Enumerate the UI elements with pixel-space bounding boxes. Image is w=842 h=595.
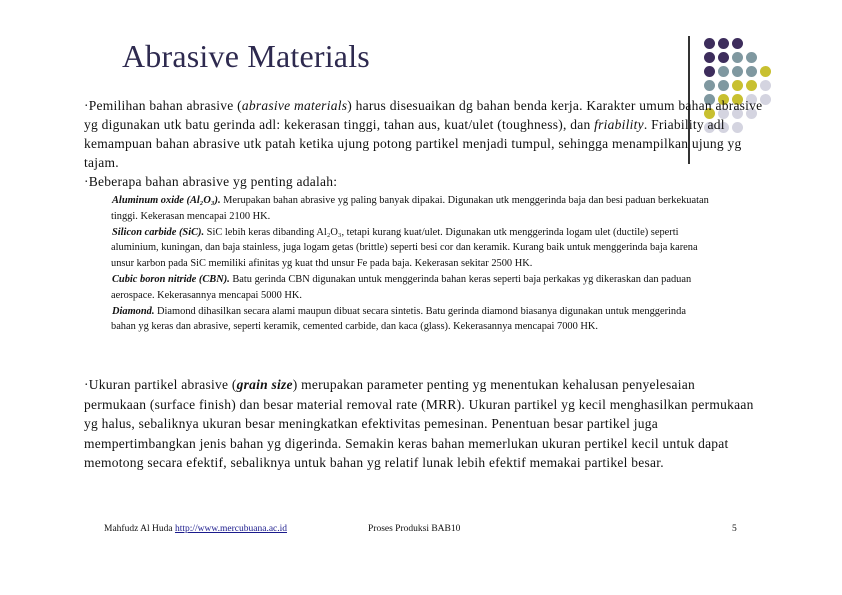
dot-purple	[718, 38, 729, 49]
dot-purple	[718, 52, 729, 63]
list-item	[111, 272, 711, 304]
dot-teal	[718, 66, 729, 77]
list-item	[111, 225, 711, 272]
dot-yellow	[746, 80, 757, 91]
material-name: Silicon carbide (SiC).	[112, 226, 205, 238]
dot-teal	[746, 66, 757, 77]
dot-purple	[732, 38, 743, 49]
dot-purple	[704, 52, 715, 63]
footer-course: Proses Produksi BAB10	[368, 524, 461, 534]
dot-teal	[718, 80, 729, 91]
intro-lead: Pemilihan bahan abrasive (	[88, 98, 242, 113]
list-item	[111, 193, 711, 225]
dot-purple	[704, 38, 715, 49]
grain-size-paragraph	[84, 375, 754, 473]
material-text: SiC lebih keras dibanding Al₂O₃, tetapi kurang kuat/ulet. Digunakan utk menggerinda logam ulet (ductile) seperti aluminium, kuningan, dan baja stainless, juga logam getas (brittle) seperti besi cor dan keramik. Kurang baik untuk menggerinda baja karena unsur karbon pada SiC memiliki afinitas yg kuat thd unsur Fe pada baja. Kekerasan sekitar 2500 HK.	[111, 226, 698, 270]
dot-teal	[704, 80, 715, 91]
material-name: Cubic boron nitride (CBN).	[112, 273, 230, 285]
dot-light	[760, 80, 771, 91]
material-name: Diamond.	[112, 305, 155, 317]
intro-rest: ) harus disesuaikan dg bahan benda kerja. Karakter umum bahan abrasive yg digunakan utk batu gerinda adl: kekerasan tinggi, tahan aus, kuat/ulet (toughness), dan	[84, 98, 763, 132]
material-text: Merupakan bahan abrasive yg paling banyak dipakai. Digunakan utk menggerinda baja dan besi paduan berkekuatan tinggi. Kekerasan mencapai 2100 HK.	[111, 195, 709, 222]
dot-teal	[732, 66, 743, 77]
grain-lead: Ukuran partikel abrasive (	[88, 377, 237, 392]
bullet: ·	[84, 377, 89, 392]
intro-term: abrasive materials	[241, 98, 348, 113]
footer-author	[104, 524, 287, 534]
list-item	[111, 304, 711, 336]
intro-paragraph	[84, 96, 764, 191]
author-name: Mahfudz Al Huda	[104, 524, 175, 534]
bullet: ·	[84, 174, 89, 189]
intro-rest2: . Friability adl kemampuan bahan abrasive utk patah ketika ujung potong partikel menjadi tumpul, sehingga menampilkan ujung yg tajam.	[84, 117, 742, 170]
material-name: Aluminum oxide (Al₂O₃).	[112, 195, 221, 206]
material-text: Diamond dihasilkan secara alami maupun dibuat secara sintetis. Batu gerinda diamond biasanya digunakan untuk menggerinda bahan yg keras dan abrasive, seperti keramik, cemented carbide, dan kaca (glass). Kekerasannya mencapai 7000 HK.	[111, 305, 686, 333]
grain-rest: ) merupakan parameter penting yg menentukan kehalusan penyelesaian permukaan (surface finish) dan besar material removal rate (MRR). Ukuran partikel yg kecil menghasilkan permukaan yg halus, sebaliknya ukuran besar meningkatkan efektivitas pemesinan. Penentuan besar partikel juga mempertimbangkan jenis bahan yg digerinda. Semakin keras bahan memerlukan ukuran pertikel kecil untuk dapat memotong secara efektif, sebaliknya untuk bahan yg relatif lunak lebih efektif memakai partikel besar.	[84, 377, 754, 470]
dot-teal	[732, 52, 743, 63]
material-text: Batu gerinda CBN digunakan untuk menggerinda bahan keras seperti baja perkakas yg dikeraskan dan paduan aerospace. Kekerasannya mencapai 5000 HK.	[111, 273, 692, 301]
dot-purple	[704, 66, 715, 77]
dot-yellow	[760, 66, 771, 77]
list-intro: Beberapa bahan abrasive yg penting adalah:	[88, 174, 338, 189]
bullet: ·	[84, 98, 89, 113]
page-number: 5	[732, 524, 737, 534]
footer-link[interactable]: http://www.mercubuana.ac.id	[174, 524, 288, 534]
grain-term: grain size	[236, 377, 293, 392]
intro-term2: friability	[594, 117, 644, 132]
slide-title: Abrasive Materials	[122, 38, 370, 74]
dot-yellow	[732, 80, 743, 91]
dot-teal	[746, 52, 757, 63]
materials-list	[111, 193, 711, 335]
